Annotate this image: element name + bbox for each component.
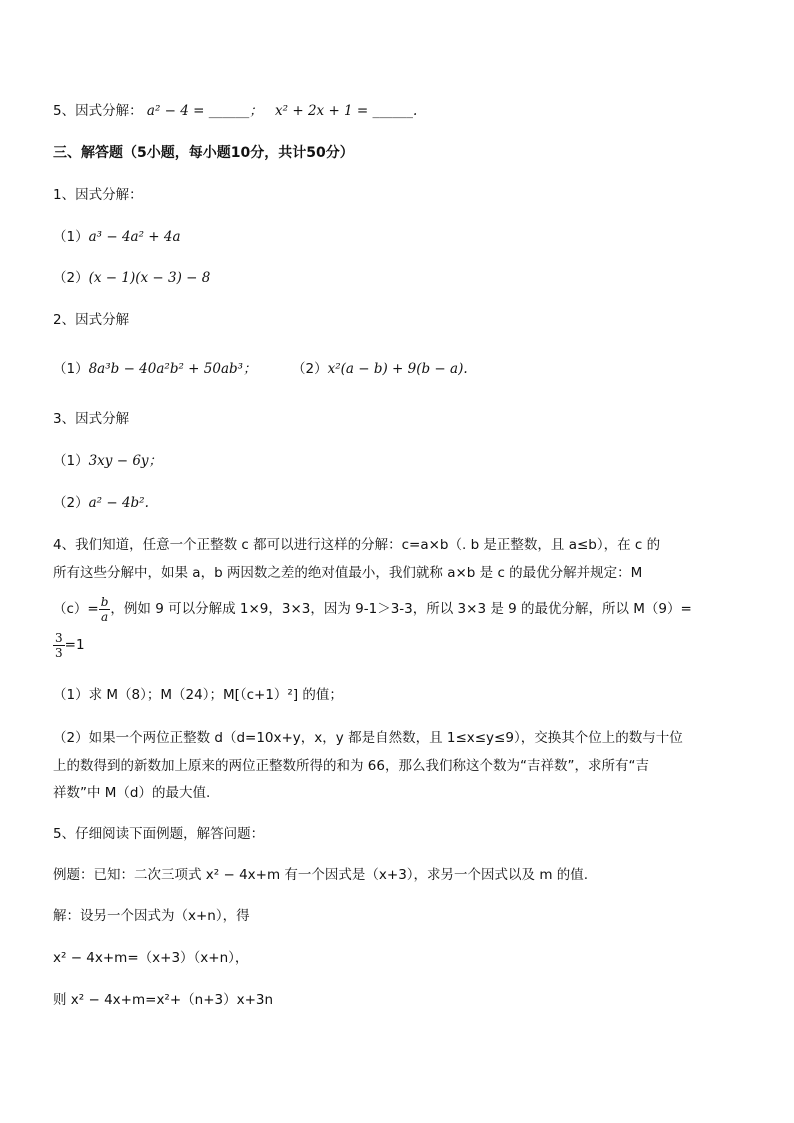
question-4-line-4 (53, 630, 85, 660)
question-1-part-2 (53, 268, 210, 288)
question-4-part-2-line-3: 祥数”中 M（d）的最大值. (53, 785, 211, 801)
question-1-label: 1、因式分解： (53, 187, 143, 203)
question-1-part-1 (53, 227, 181, 247)
question-4-line-3 (53, 594, 692, 624)
part-label: （1） (53, 361, 89, 377)
question-4-line-2: 所有这些分解中，如果 a，b 两因数之差的绝对值最小，我们就称 a×b 是 c 的最优分解并规定：M (53, 565, 643, 581)
question-2-part-1 (53, 359, 257, 379)
fraction-numerator: 3 (55, 630, 63, 645)
question-2-label: 2、因式分解 (53, 312, 130, 328)
prev-question-5-label: 5、因式分解： (53, 103, 143, 119)
part-label: （1） (53, 453, 89, 469)
question-5-solution-line-2: x² − 4x+m=（x+3）（x+n）， (53, 950, 249, 966)
definition-prefix: （c）= (53, 601, 99, 617)
math-expression: a³ − 4a² + 4a (88, 229, 181, 245)
question-5-label: 5、仔细阅读下面例题，解答问题： (53, 826, 265, 842)
result-text: =1 (64, 637, 85, 653)
prev-question-5-expr2: x² + 2x + 1 = ______. (275, 103, 418, 119)
part-label: （1） (53, 229, 89, 245)
question-3-part-2 (53, 493, 149, 513)
question-3-label: 3、因式分解 (53, 411, 130, 427)
question-5-example: 例题：已知：二次三项式 x² − 4x+m 有一个因式是（x+3），求另一个因式以及 m 的值. (53, 867, 589, 883)
question-2-part-2 (292, 359, 468, 379)
fraction-denominator: 3 (55, 645, 63, 660)
prev-question-5 (53, 101, 417, 121)
part-label: （2） (53, 495, 89, 511)
question-5-solution-line-1: 解：设另一个因式为（x+n），得 (53, 908, 250, 924)
fraction-numerator: b (100, 594, 109, 609)
question-4-line-1: 4、我们知道，任意一个正整数 c 都可以进行这样的分解：c=a×b（. b 是正整数，且 a≤b），在 c 的 (53, 537, 661, 553)
part-label: （2） (53, 270, 89, 286)
question-4-part-2-line-2: 上的数得到的新数加上原来的两位正整数所得的和为 66，那么我们称这个数为“吉祥数”，求所有“吉 (53, 758, 649, 774)
fraction-b-over-a (99, 595, 111, 624)
question-4-part-1: （1）求 M（8）；M（24）；M[（c+1）²] 的值； (53, 687, 343, 703)
math-expression: (x − 1)(x − 3) − 8 (88, 270, 211, 286)
fraction-denominator: a (101, 609, 109, 624)
question-4-part-2-line-1: （2）如果一个两位正整数 d（d=10x+y，x，y 都是自然数，且 1≤x≤y≤9），交换其个位上的数与十位 (53, 730, 683, 746)
prev-question-5-expr1: a² − 4 = ______； (146, 103, 263, 119)
section-title: 三、解答题（5小题，每小题10分，共计50分） (53, 145, 354, 161)
math-expression: a² − 4b². (88, 495, 149, 511)
math-expression: x²(a − b) + 9(b − a). (327, 361, 468, 377)
part-label: （2） (292, 361, 328, 377)
math-expression: 3xy − 6y； (88, 453, 163, 469)
math-expression: 8a³b − 40a²b² + 50ab³； (88, 361, 257, 377)
fraction-3-over-3 (53, 631, 65, 660)
definition-example: ，例如 9 可以分解成 1×9，3×3，因为 9-1＞3-3，所以 3×3 是 9 的最优分解，所以 M（9）= (110, 601, 692, 617)
question-3-part-1 (53, 451, 162, 471)
question-5-solution-line-3: 则 x² − 4x+m=x²+（n+3）x+3n (53, 992, 274, 1008)
